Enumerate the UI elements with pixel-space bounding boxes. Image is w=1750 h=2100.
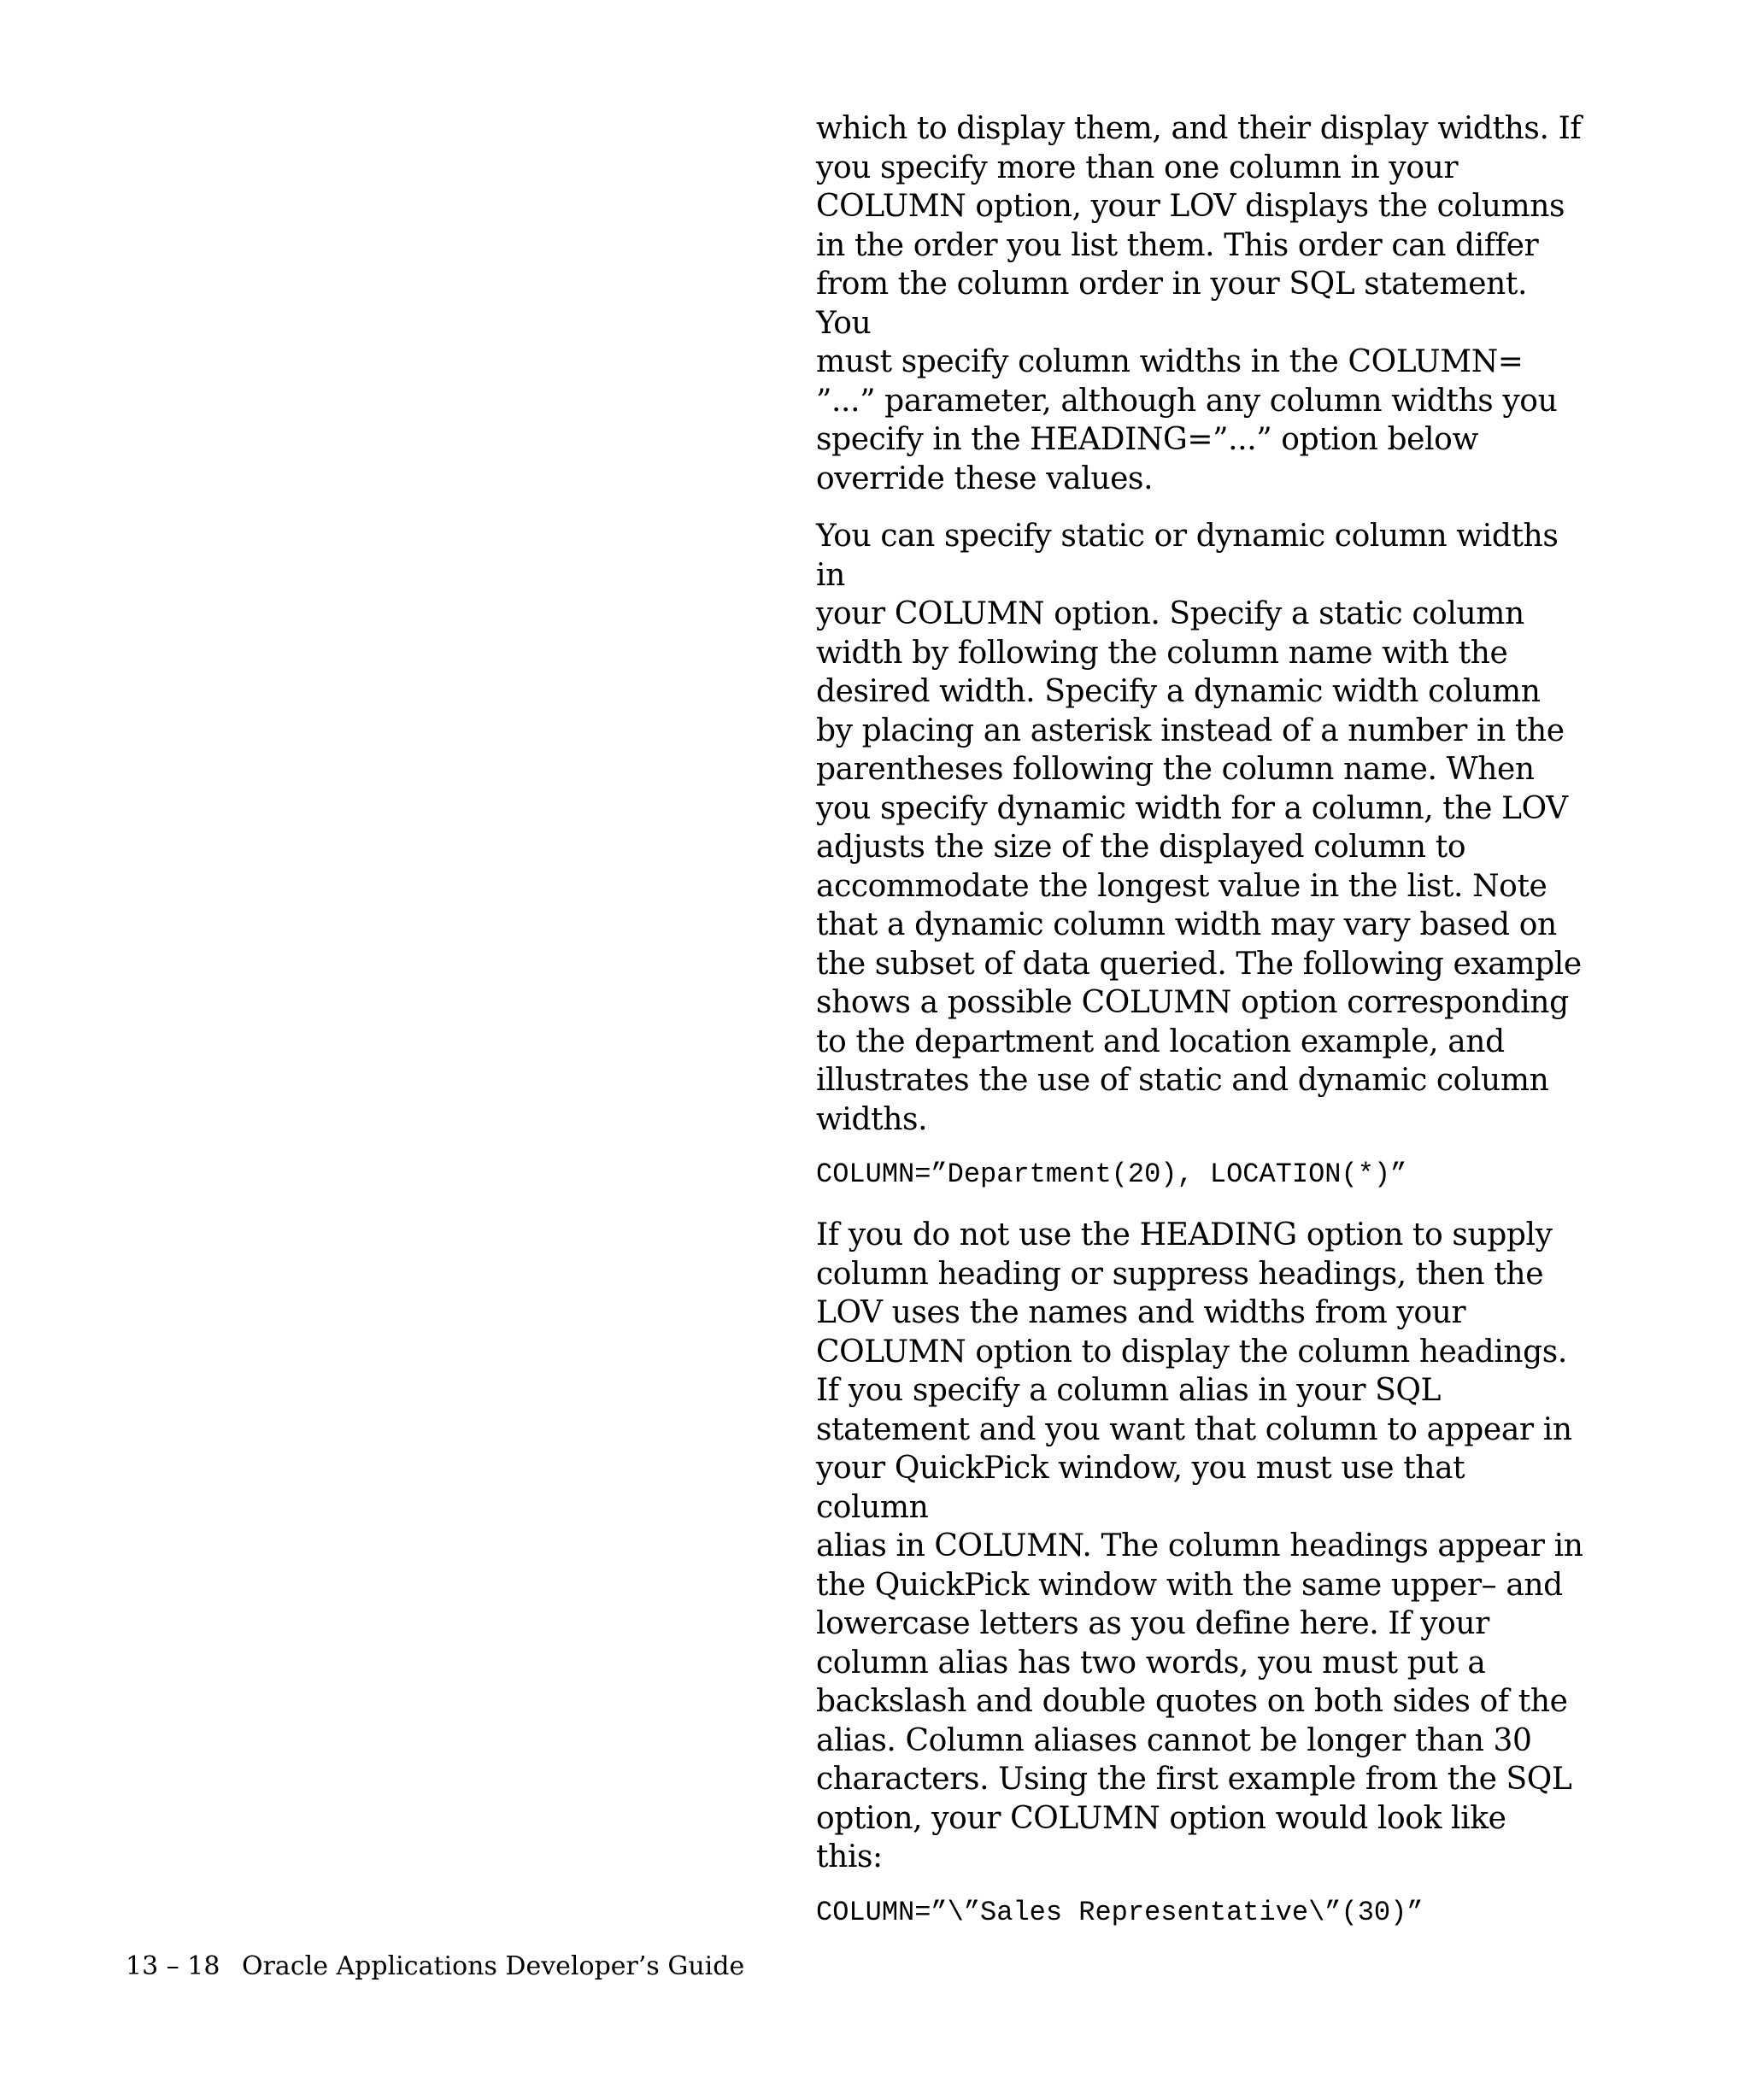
paragraph-heading-option: If you do not use the HEADING option to supply column heading or suppress headings, then the LOV uses the names and widths from your COLUMN option to display the column headings. If you specify a column alias in your SQL statement and you want that column to appear in your QuickPick window, you must use that column alias in COLUMN. The column headings appear in the QuickPick window with the same upper– and lowercase letters as you define here. If your column alias has two words, you must put a backslash and double quotes on both sides of the alias. Column aliases cannot be longer than 30 characters. Using the first example from the SQL option, your COLUMN option would look like this:: [816, 1217, 1583, 1874]
book-title: Oracle Applications Developer’s Guide: [242, 1951, 745, 1981]
paragraph-static-dynamic-widths: You can specify static or dynamic column widths in your COLUMN option. Specify a static column width by following the column name with the desired width. Specify a dynamic width column by placing an asterisk instead of a number in the parentheses following the column name. When you specify dynamic width for a column, the LOV adjusts the size of the displayed column to accommodate the longest value in the list. Note that a dynamic column width may vary based on the subset of data queried. The following example shows a possible COLUMN option corresponding to the department and location example, and illustrates the use of static and dynamic column widths.: [816, 519, 1582, 1137]
page-number: 13 – 18: [126, 1951, 220, 1981]
page-footer: [126, 1951, 744, 1982]
code-example-column-alias: COLUMN=”\”Sales Representative\”(30)”: [816, 1896, 1424, 1928]
paragraph-column-widths: which to display them, and their display widths. If you specify more than one column in your COLUMN option, your LOV displays the columns in the order you list them. This order can differ from the column order in your SQL statement. You must specify column widths in the COLUMN= ”...” parameter, although any column widths you specify in the HEADING=”...” option below override these values.: [816, 111, 1582, 496]
main-text-column: [816, 109, 1585, 1954]
code-example-column-option: COLUMN=”Department(20), LOCATION(*)”: [816, 1159, 1407, 1190]
